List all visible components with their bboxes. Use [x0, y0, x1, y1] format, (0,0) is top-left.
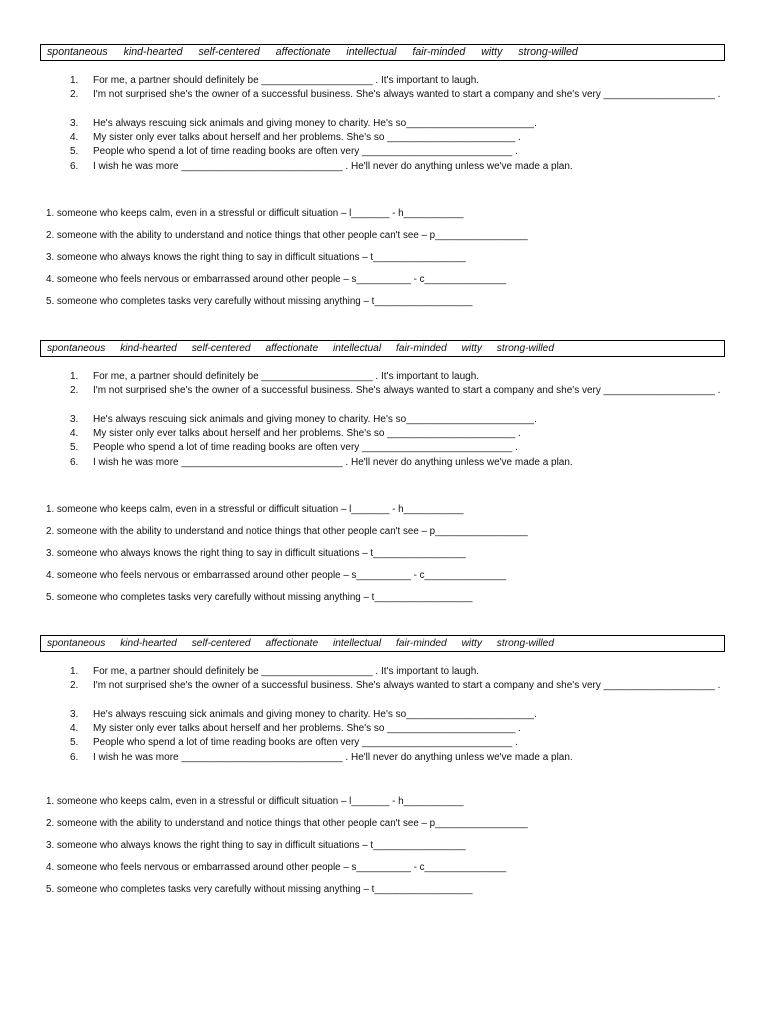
- list-item: 1. someone who keeps calm, even in a stressful or difficult situation – l_______ - h___________: [46, 504, 464, 515]
- list-item: 6. I wish he was more _____________________________ . He'll never do anything unless we've made a plan.: [70, 456, 573, 468]
- list-item: 4. My sister only ever talks about herself and her problems. She's so _______________________ .: [70, 132, 521, 144]
- list-item: 4. someone who feels nervous or embarrassed around other people – s__________ - c_______________: [46, 570, 507, 581]
- list-item: 5. People who spend a lot of time reading books are often very ___________________________ .: [70, 146, 518, 158]
- list-item: 5. someone who completes tasks very carefully without missing anything – t__________________: [46, 884, 473, 895]
- list-item: 1. For me, a partner should definitely be ____________________ . It's important to laugh.: [70, 371, 480, 382]
- list-item: 3. someone who always knows the right thing to say in difficult situations – t_________________: [46, 548, 466, 559]
- word-bank-item: self-centered: [191, 638, 251, 649]
- list-item: 5. someone who completes tasks very carefully without missing anything – t__________________: [46, 296, 473, 307]
- word-bank-item: self-centered: [191, 343, 251, 354]
- list-item: 4. My sister only ever talks about herself and her problems. She's so _______________________ .: [70, 428, 521, 440]
- list-item: 2. someone with the ability to understand and notice things that other people can't see – p_________________: [46, 230, 528, 241]
- list-item: 4. My sister only ever talks about herself and her problems. She's so _______________________ .: [70, 723, 521, 735]
- list-item: 3. someone who always knows the right thing to say in difficult situations – t_________________: [46, 840, 466, 851]
- list-item: 6. I wish he was more _____________________________ . He'll never do anything unless we've made a plan.: [70, 751, 573, 763]
- list-item: 3. He's always rescuing sick animals and giving money to charity. He's so_______________________.: [70, 708, 537, 720]
- word-bank-item: witty: [481, 46, 503, 58]
- word-bank-item: fair-minded: [412, 46, 466, 58]
- word-bank-item: spontaneous: [47, 46, 108, 58]
- list-item: 1. someone who keeps calm, even in a stressful or difficult situation – l_______ - h___________: [46, 796, 464, 807]
- list-item: 3. someone who always knows the right thing to say in difficult situations – t_________________: [46, 252, 466, 263]
- word-bank-item: intellectual: [332, 343, 382, 354]
- word-bank-item: witty: [461, 343, 482, 354]
- list-item: 2. I'm not surprised she's the owner of a successful business. She's always wanted to start a company and she's very ____________________ .: [70, 385, 721, 397]
- list-item: 2. I'm not surprised she's the owner of a successful business. She's always wanted to start a company and she's very ____________________ .: [70, 89, 721, 101]
- word-bank-item: kind-hearted: [120, 638, 177, 649]
- list-item: 2. someone with the ability to understand and notice things that other people can't see – p_________________: [46, 526, 528, 537]
- word-bank-item: affectionate: [265, 343, 319, 354]
- word-bank-item: spontaneous: [47, 343, 106, 354]
- list-item: 1. For me, a partner should definitely be ____________________ . It's important to laugh.: [70, 666, 480, 677]
- sentence-list: [0, 370, 740, 470]
- list-item: 2. I'm not surprised she's the owner of a successful business. She's always wanted to start a company and she's very ____________________ .: [70, 680, 721, 692]
- word-bank-item: affectionate: [275, 46, 331, 58]
- list-item: 5. People who spend a lot of time reading books are often very ___________________________ .: [70, 737, 518, 749]
- list-item: 3. He's always rescuing sick animals and giving money to charity. He's so_______________________.: [70, 413, 537, 425]
- list-item: 2. someone with the ability to understand and notice things that other people can't see – p_________________: [46, 818, 528, 829]
- sentence-list: [0, 74, 740, 174]
- word-bank: [40, 635, 725, 652]
- word-bank-item: fair-minded: [395, 638, 447, 649]
- list-item: 3. He's always rescuing sick animals and giving money to charity. He's so_______________________.: [70, 117, 537, 129]
- list-item: 6. I wish he was more _____________________________ . He'll never do anything unless we've made a plan.: [70, 160, 573, 172]
- word-bank-item: self-centered: [198, 46, 260, 58]
- list-item: 1. For me, a partner should definitely be ____________________ . It's important to laugh.: [70, 75, 480, 86]
- word-bank-item: strong-willed: [518, 46, 578, 58]
- word-bank-item: strong-willed: [496, 343, 554, 354]
- list-item: 5. People who spend a lot of time reading books are often very ___________________________ .: [70, 442, 518, 454]
- word-bank-item: intellectual: [346, 46, 397, 58]
- word-bank-item: kind-hearted: [120, 343, 177, 354]
- word-bank-item: witty: [461, 638, 482, 649]
- word-bank-item: affectionate: [265, 638, 319, 649]
- word-bank-item: fair-minded: [395, 343, 447, 354]
- word-bank-item: kind-hearted: [123, 46, 183, 58]
- word-bank-item: spontaneous: [47, 638, 106, 649]
- list-item: 4. someone who feels nervous or embarrassed around other people – s__________ - c_______________: [46, 862, 507, 873]
- word-bank-item: intellectual: [332, 638, 382, 649]
- word-bank: [40, 44, 725, 61]
- word-bank-item: strong-willed: [496, 638, 554, 649]
- list-item: 1. someone who keeps calm, even in a stressful or difficult situation – l_______ - h___________: [46, 208, 464, 219]
- sentence-list: [0, 665, 740, 765]
- list-item: 5. someone who completes tasks very carefully without missing anything – t__________________: [46, 592, 473, 603]
- list-item: 4. someone who feels nervous or embarrassed around other people – s__________ - c_______________: [46, 274, 507, 285]
- word-bank: [40, 340, 725, 357]
